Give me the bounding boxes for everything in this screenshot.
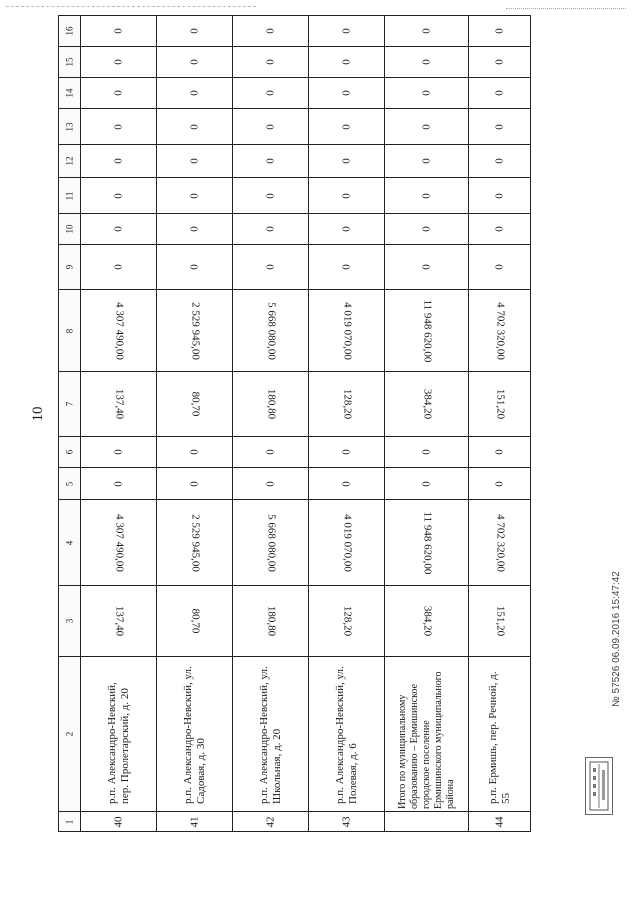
table-line-col10 [59,214,531,245]
table-line-col15 [59,47,531,78]
cell-r42-c8: 5 668 080,00 [233,290,309,372]
cell-r40-address: р.п. Александро-Невский, пер. Пролетарский, д. 20 [81,657,157,812]
table-line-col13 [59,109,531,145]
cell-r44-c9: 0 [469,245,531,290]
cell-r43-c5: 0 [309,468,385,500]
cell-r42-c15: 0 [233,47,309,78]
column-header-11: 11 [59,178,81,214]
cell-r44-c8: 4 702 320,00 [469,290,531,372]
cell-total-c13: 0 [385,109,469,145]
cell-total-c5: 0 [385,468,469,500]
column-header-4: 4 [59,500,81,586]
row-number-41: 41 [157,812,233,832]
table-line-col6 [59,437,531,468]
column-header-16: 16 [59,16,81,47]
cell-total-c7: 384,20 [385,372,469,437]
cell-r44-c15: 0 [469,47,531,78]
cell-r41-c16: 0 [157,16,233,47]
cell-r44-c6: 0 [469,437,531,468]
cell-total-c16: 0 [385,16,469,47]
cell-total-c15: 0 [385,47,469,78]
cell-total-c9: 0 [385,245,469,290]
cell-r40-c3: 137,40 [81,586,157,657]
column-header-5: 5 [59,468,81,500]
cell-r42-c9: 0 [233,245,309,290]
cell-r43-c7: 128,20 [309,372,385,437]
cell-r44-c7: 151,20 [469,372,531,437]
cell-r43-c8: 4 019 070,00 [309,290,385,372]
cell-r40-c12: 0 [81,145,157,178]
cell-r42-c4: 5 668 080,00 [233,500,309,586]
cell-total-c12: 0 [385,145,469,178]
table-line-col8 [59,290,531,372]
cell-r43-c11: 0 [309,178,385,214]
cell-r41-c10: 0 [157,214,233,245]
cell-r40-c9: 0 [81,245,157,290]
cell-r43-c9: 0 [309,245,385,290]
column-header-14: 14 [59,78,81,109]
cell-r40-c4: 4 307 490,00 [81,500,157,586]
cell-r41-c13: 0 [157,109,233,145]
table-line-col9 [59,245,531,290]
cell-r44-c5: 0 [469,468,531,500]
cell-r43-c16: 0 [309,16,385,47]
column-header-15: 15 [59,47,81,78]
column-header-7: 7 [59,372,81,437]
cell-total-c6: 0 [385,437,469,468]
column-header-9: 9 [59,245,81,290]
table-line-col2 [59,657,531,812]
cell-r42-c5: 0 [233,468,309,500]
cell-total-c14: 0 [385,78,469,109]
cell-r40-c7: 137,40 [81,372,157,437]
column-header-10: 10 [59,214,81,245]
cell-r44-c16: 0 [469,16,531,47]
row-number-44: 44 [469,812,531,832]
cell-r43-c10: 0 [309,214,385,245]
cell-total-c8: 11 948 620,00 [385,290,469,372]
cell-r44-c14: 0 [469,78,531,109]
cell-r41-c3: 80,70 [157,586,233,657]
cell-r40-c6: 0 [81,437,157,468]
row-number-42: 42 [233,812,309,832]
cell-r41-c14: 0 [157,78,233,109]
cell-r41-c8: 2 529 945,00 [157,290,233,372]
cell-total-c11: 0 [385,178,469,214]
cell-r40-c5: 0 [81,468,157,500]
cell-r44-c3: 151,20 [469,586,531,657]
cell-r43-c3: 128,20 [309,586,385,657]
cell-r42-c13: 0 [233,109,309,145]
cell-r40-c16: 0 [81,16,157,47]
column-header-8: 8 [59,290,81,372]
cell-total-c10: 0 [385,214,469,245]
cell-r40-c11: 0 [81,178,157,214]
cell-r44-address: р.п. Ермишь, пер. Речной, д. 55 [469,657,531,812]
cell-total-c4: 11 948 620,00 [385,500,469,586]
table-line-col5 [59,468,531,500]
column-header-3: 3 [59,586,81,657]
stamp-seal-icon [585,757,613,815]
column-header-12: 12 [59,145,81,178]
cell-r42-c16: 0 [233,16,309,47]
table-line-col11 [59,178,531,214]
cell-r43-c15: 0 [309,47,385,78]
table-line-col4 [59,500,531,586]
cell-r40-c10: 0 [81,214,157,245]
cell-r41-c15: 0 [157,47,233,78]
cell-r41-c7: 80,70 [157,372,233,437]
cell-r43-c12: 0 [309,145,385,178]
row-number-total [385,812,469,832]
cell-r41-c9: 0 [157,245,233,290]
column-header-1: 1 [59,812,81,832]
cell-r42-address: р.п. Александро-Невский, ул. Школьная, д. 20 [233,657,309,812]
cell-r42-c11: 0 [233,178,309,214]
table-line-col3 [59,586,531,657]
cell-r42-c7: 180,80 [233,372,309,437]
table-line-col1 [59,812,531,832]
cell-r44-c10: 0 [469,214,531,245]
row-number-40: 40 [81,812,157,832]
cell-r40-c8: 4 307 490,00 [81,290,157,372]
scan-edge-mark [6,6,256,7]
table-line-col14 [59,78,531,109]
cell-total-c3: 384,20 [385,586,469,657]
cell-r41-address: р.п. Александро-Невский, ул. Садовая, д. 30 [157,657,233,812]
cell-r40-c13: 0 [81,109,157,145]
cell-r43-address: р.п. Александро-Невский, ул. Полевая, д. 6 [309,657,385,812]
cell-r41-c12: 0 [157,145,233,178]
cell-r42-c3: 180,80 [233,586,309,657]
cell-r44-c4: 4 702 320,00 [469,500,531,586]
table-line-col16 [59,16,531,47]
cell-r42-c10: 0 [233,214,309,245]
cell-r43-c13: 0 [309,109,385,145]
cell-r41-c5: 0 [157,468,233,500]
cell-r44-c13: 0 [469,109,531,145]
page-number: 10 [29,406,46,422]
cell-r42-c14: 0 [233,78,309,109]
cell-r42-c12: 0 [233,145,309,178]
cell-r43-c6: 0 [309,437,385,468]
cell-r44-c11: 0 [469,178,531,214]
cell-r44-c12: 0 [469,145,531,178]
registration-stamp: № 57526 06.09.2016 15:47:42 [611,571,622,707]
cell-r41-c4: 2 529 945,00 [157,500,233,586]
table-line-col12 [59,145,531,178]
cell-r42-c6: 0 [233,437,309,468]
column-header-2: 2 [59,657,81,812]
scan-edge-mark [506,8,626,9]
cell-r41-c6: 0 [157,437,233,468]
cell-r43-c4: 4 019 070,00 [309,500,385,586]
property-table [58,15,531,832]
table-line-col7 [59,372,531,437]
cell-r40-c15: 0 [81,47,157,78]
cell-r40-c14: 0 [81,78,157,109]
cell-total-address: Итого по муниципальному образованию – Ермишинское городское поселение Ермишинского муниципального района [385,657,469,812]
row-number-43: 43 [309,812,385,832]
cell-r41-c11: 0 [157,178,233,214]
column-header-13: 13 [59,109,81,145]
cell-r43-c14: 0 [309,78,385,109]
column-header-6: 6 [59,437,81,468]
